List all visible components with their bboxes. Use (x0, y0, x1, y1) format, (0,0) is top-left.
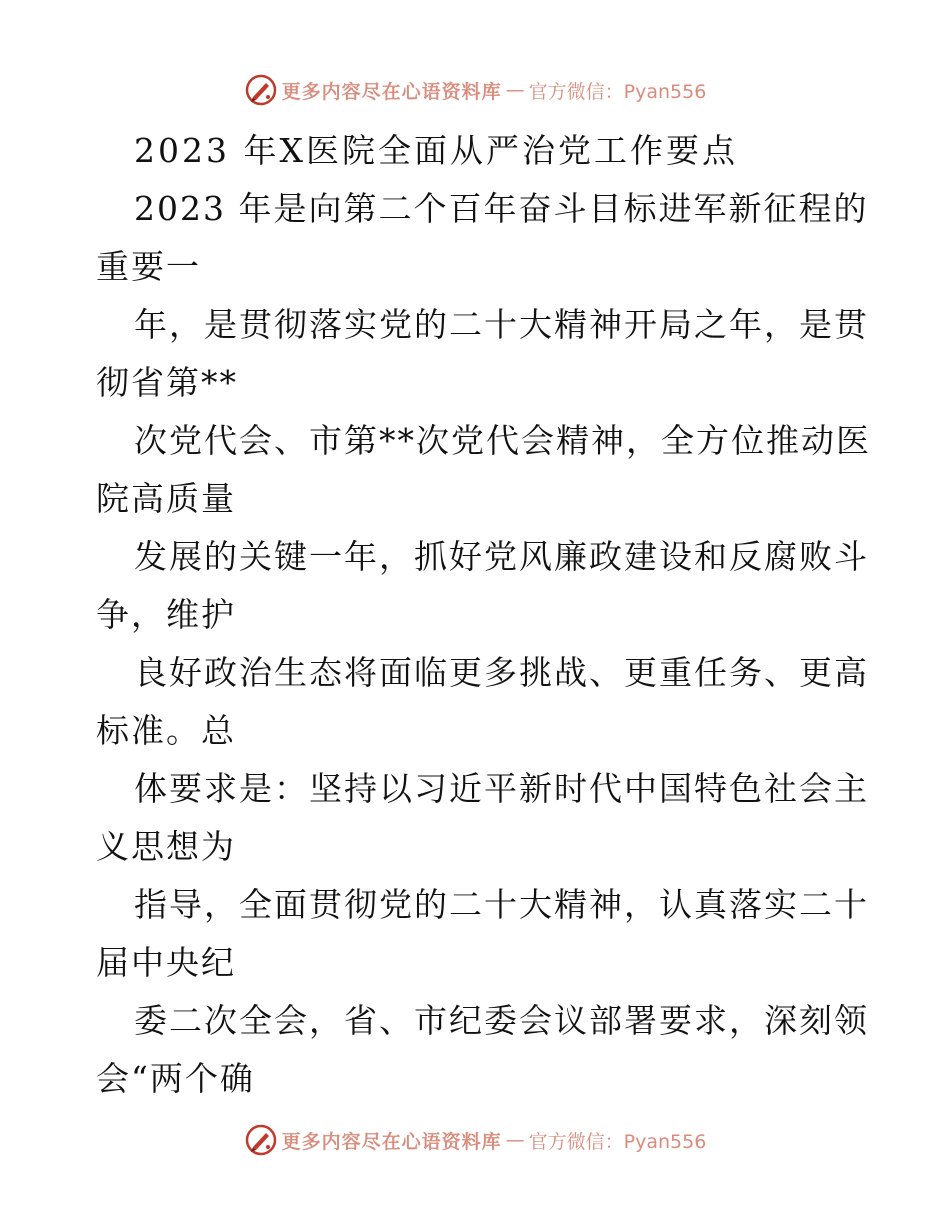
paragraph-line: 良好政治生态将面临更多挑战、更重任务、更高 (134, 653, 869, 692)
paragraph-line: 争，维护 (96, 595, 236, 634)
banner-slogan: 更多内容尽在心语资料库 (281, 1130, 502, 1153)
document-title: 2023 年X医院全面从严治党工作要点 (134, 131, 738, 170)
banner-contact: 官方微信：Pyan556 (528, 1130, 707, 1153)
banner-slogan: 更多内容尽在心语资料库 (281, 80, 502, 103)
paragraph-line: 届中央纪 (96, 943, 236, 982)
paragraph-line: 标准。总 (96, 711, 236, 750)
paragraph-line: 委二次全会，省、市纪委会议部署要求，深刻领 (134, 1001, 869, 1040)
banner-separator: — (505, 1129, 525, 1151)
paragraph-line: 次党代会、市第**次党代会精神，全方位推动医 (134, 421, 871, 460)
banner-separator: — (505, 79, 525, 101)
paragraph-line: 义思想为 (96, 827, 236, 866)
pen-logo-icon (244, 1123, 278, 1157)
paragraph-line: 指导，全面贯彻党的二十大精神，认真落实二十 (134, 885, 869, 924)
paragraph-line: 院高质量 (96, 479, 236, 518)
banner-contact: 官方微信：Pyan556 (528, 80, 707, 103)
footer-watermark-banner (0, 1120, 950, 1160)
paragraph-line: 2023 年是向第二个百年奋斗目标进军新征程的 (134, 189, 869, 228)
pen-logo-icon (244, 73, 278, 107)
header-watermark-banner (0, 70, 950, 110)
paragraph-line: 会“两个确 (96, 1059, 255, 1098)
paragraph-line: 彻省第** (96, 363, 238, 402)
document-body (96, 122, 871, 1108)
paragraph-line: 发展的关键一年，抓好党风廉政建设和反腐败斗 (134, 537, 869, 576)
paragraph-line: 年，是贯彻落实党的二十大精神开局之年，是贯 (134, 305, 869, 344)
paragraph-line: 体要求是：坚持以习近平新时代中国特色社会主 (134, 769, 869, 808)
paragraph-line: 重要一 (96, 247, 201, 286)
